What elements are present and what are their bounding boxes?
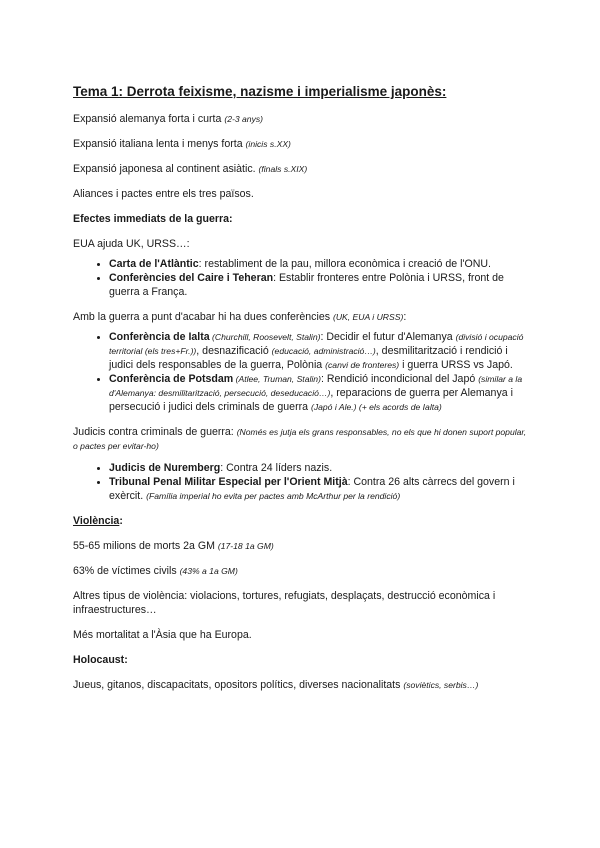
list-item — [109, 271, 533, 299]
item-text: : Contra 26 alts càrrecs del govern i exèrcit. — [109, 476, 515, 502]
item-text: : Decidir el futur d'Alemanya — [320, 331, 456, 343]
item-title: Judicis de Nuremberg — [109, 462, 221, 474]
item-text: , desnazificació — [196, 345, 272, 357]
item-text: , reparacions de guerra per Alemanya i persecució i judici dels criminals de guerra — [109, 387, 513, 413]
list-item — [109, 475, 533, 503]
item-text: i guerra URSS vs Japó. — [399, 359, 513, 371]
intro-note: (2-3 anys) — [224, 114, 264, 124]
intro-note: (finals s.XIX) — [258, 164, 308, 174]
item-title: Conferència de Ialta — [109, 331, 210, 343]
item-note: (Atlee, Truman, Stalin) — [233, 374, 321, 384]
intro-line-3 — [73, 162, 533, 176]
lead-text: Amb la guerra a punt d'acabar hi ha dues conferències — [73, 311, 333, 323]
intro-line-2 — [73, 137, 533, 151]
item-title: Conferències del Caire i Teheran — [109, 272, 274, 284]
item-note: (similar a la d'Alemanya: desmilitarització, persecució, deseducació…) — [109, 374, 523, 398]
conferences-list — [73, 330, 533, 414]
intro-text: Aliances i pactes entre els tres països. — [73, 188, 254, 200]
page-title: Tema 1: Derrota feixisme, nazisme i imperialisme japonès: — [73, 84, 447, 99]
violence-line — [73, 589, 533, 617]
item-note: (Churchill, Roosevelt, Stalin) — [209, 332, 321, 342]
list-item — [109, 461, 533, 475]
line-text: Més mortalitat a l'Àsia que ha Europa. — [73, 629, 252, 641]
lead-note: (UK, EUA i URSS) — [332, 312, 404, 322]
item-title: Carta de l'Atlàntic — [109, 258, 199, 270]
line-text: Jueus, gitanos, discapacitats, opositors polítics, diverses nacionalitats — [73, 679, 404, 691]
line-note: (soviètics, serbis…) — [403, 680, 479, 690]
intro-line-1 — [73, 112, 533, 126]
holocaust-line — [73, 678, 533, 692]
lead-end: : — [403, 311, 407, 323]
conferences-lead — [73, 310, 533, 324]
effects-lead: EUA ajuda UK, URSS…: — [73, 238, 190, 250]
list-item — [109, 330, 533, 372]
line-text: 55-65 milions de morts 2a GM — [73, 540, 218, 552]
intro-text: Expansió italiana lenta i menys forta — [73, 138, 246, 150]
item-note: (Família imperial ho evita per pactes amb McArthur per la rendició) — [146, 491, 401, 501]
violence-line — [73, 628, 533, 642]
lead-text: Judicis contra criminals de guerra: — [73, 426, 237, 438]
item-title: Tribunal Penal Militar Especial per l'Orient Mitjà — [109, 476, 348, 488]
intro-line-4 — [73, 187, 533, 201]
line-text: Altres tipus de violència: violacions, tortures, refugiats, desplaçats, destrucció econòmica i infraestructures… — [73, 590, 496, 616]
item-note: (divisió i ocupació territorial (els tres+Fr.)) — [109, 332, 524, 356]
heading-end: : — [119, 515, 123, 527]
holocaust-heading: Holocaust: — [73, 654, 128, 666]
heading-text: Violència — [73, 515, 120, 527]
effects-list — [73, 257, 533, 299]
violence-heading — [73, 514, 533, 528]
item-text: : restabliment de la pau, millora econòmica i creació de l'ONU. — [198, 258, 491, 270]
list-item — [109, 257, 533, 271]
line-note: (43% a 1a GM) — [179, 566, 238, 576]
item-note: (canvi de fronteres) — [325, 360, 400, 370]
item-note: (Japó i Ale.) (+ els acords de Ialta) — [310, 402, 442, 412]
document-page — [73, 84, 533, 692]
trials-lead — [73, 425, 533, 453]
item-note: (educació, administració…) — [271, 346, 376, 356]
violence-line — [73, 539, 533, 553]
violence-line — [73, 564, 533, 578]
item-text: : Contra 24 líders nazis. — [220, 462, 333, 474]
trials-list — [73, 461, 533, 503]
list-item — [109, 372, 533, 414]
item-text: : Rendició incondicional del Japó — [320, 373, 479, 385]
intro-text: Expansió japonesa al continent asiàtic. — [73, 163, 259, 175]
line-note: (17-18 1a GM) — [217, 541, 274, 551]
intro-text: Expansió alemanya forta i curta — [73, 113, 225, 125]
item-text: : Establir fronteres entre Polònia i URSS, front de guerra a França. — [109, 272, 504, 298]
item-title: Conferència de Potsdam — [109, 373, 234, 385]
intro-note: (inicis s.XX) — [245, 139, 291, 149]
line-text: 63% de víctimes civils — [73, 565, 180, 577]
item-text: , desmilitarització i rendició i judici dels responsables de la guerra, Polònia — [109, 345, 508, 371]
lead-note: (Només es jutja els grans responsables, no els que hi donen suport popular, o pactes per evitar-ho) — [73, 427, 527, 451]
effects-heading: Efectes immediats de la guerra: — [73, 213, 233, 225]
